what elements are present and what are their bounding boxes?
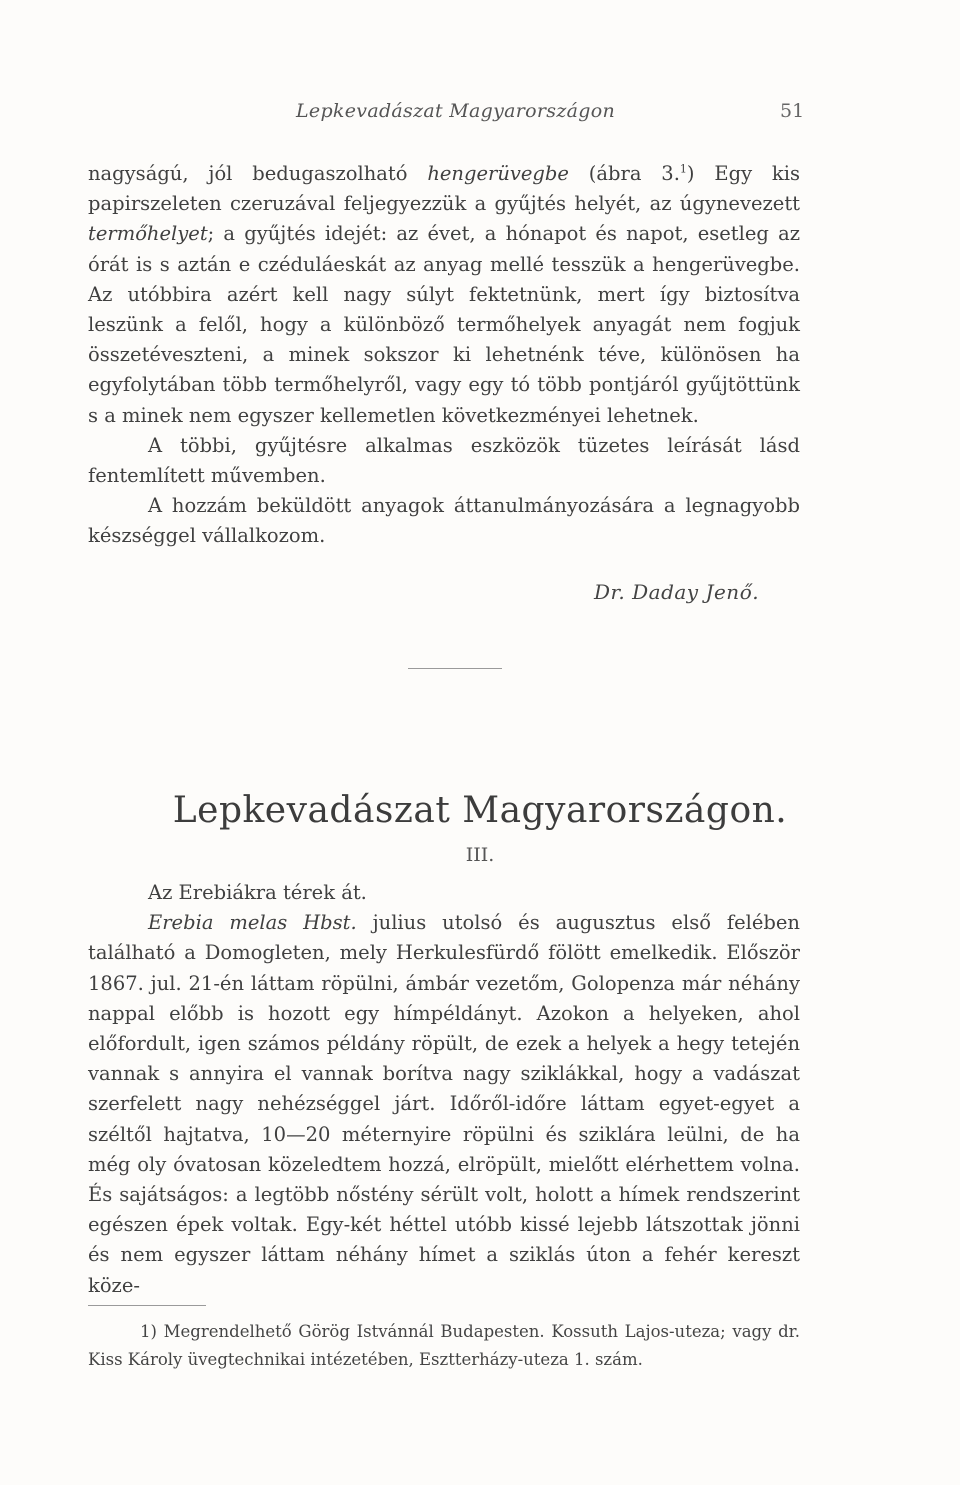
section-title: Lepkevadászat Magyarországon. xyxy=(172,790,788,831)
footnote-marker: 1) xyxy=(140,1322,157,1341)
paragraph-collecting-method: nagyságú, jól bedugaszolható hengerüvegbe (ábra 3.$^1$) Egy kis papirszeleten czeruzával feljegyezzük a gyűjtés helyét, az úgynevezett termőhelyet; a gyűjtés idejét: az évet, a hónapot és napot, esetleg az órát is s aztán e czéduláeskát az anyag mellé tesszük a hengerüvegbe. Az utóbbira azért kell nagy súlyt fektetnünk, mert így biztosítva leszünk a felől, hogy a különböző termőhelyek anyagát nem fogjuk összetéveszteni, a minek sokszor ki lehetnénk téve, különösen ha egyfolytában több termőhelyről, vagy egy tó több pontjáról gyűjtöttünk s a minek nem egyszer kellemetlen következményei lehetnek. xyxy=(88,162,800,427)
term-termohely: termőhelyet xyxy=(88,222,208,246)
footnote xyxy=(88,1318,800,1374)
species-name: Erebia melas Hbst. xyxy=(148,911,357,935)
section-number: III. xyxy=(465,844,495,866)
page-number: 51 xyxy=(780,100,805,122)
paragraph-intro: Az Erebiákra térek át. xyxy=(148,881,367,904)
author-signature: Dr. Daday Jenő. xyxy=(594,580,760,604)
text-block-erebia xyxy=(88,878,800,1301)
paragraph-submissions: A hozzám beküldött anyagok áttanulmányozására a legnagyobb készséggel vállalkozom. xyxy=(88,494,800,548)
footnote-divider xyxy=(88,1305,206,1306)
text-block-instructions xyxy=(88,159,800,552)
footnote-ref: 1 xyxy=(679,162,687,176)
paragraph-other-tools: A többi, gyűjtésre alkalmas eszközök tüzetes leírását lásd fentemlített művemben. xyxy=(88,433,800,488)
section-divider xyxy=(408,668,502,669)
term-hengeruveg: hengerüvegbe xyxy=(427,162,569,185)
running-title: Lepkevadászat Magyarországon xyxy=(296,100,616,122)
paragraph-erebia-melas: Erebia melas Hbst. julius utolsó és augusztus első felében található a Domogleten, mely Herkulesfürdő fölött emelkedik. Először 1867. jul. 21-én láttam röpülni, ámbár vezetőm, Golopenza már néhány nappal előbb is hozott egy hímpéldányt. Azokon a helyeken, ahol előfordult, igen számos példány röpült, de ezek a helyek a hegy tetején vannak s annyira el vannak borítva nagy sziklákkal, hogy a vadászat szerfelett nagy nehézséggel járt. Időről-időre láttam egyet-egyet a széltől hajtatva, 10—20 méternyire röpülni és sziklára leülni, de ha még oly óvatosan közeledtem hozzá, elröpült, mielőtt elérhettem volna. És sajátságos: a legtöbb nőstény sérült volt, holott a hímek rendszerint egészen épek voltak. Egy-két héttel utóbb kissé lejebb látszottak jönni és nem egyszer láttam néhány hímet a sziklás úton a fehér kereszt köze- xyxy=(88,911,800,1297)
footnote-text: 1) Megrendelhető Görög Istvánnál Budapesten. Kossuth Lajos-uteza; vagy dr. Kiss Károly üvegtechnikai intézetében, Esztterházy-uteza 1. szám. xyxy=(88,1322,800,1369)
